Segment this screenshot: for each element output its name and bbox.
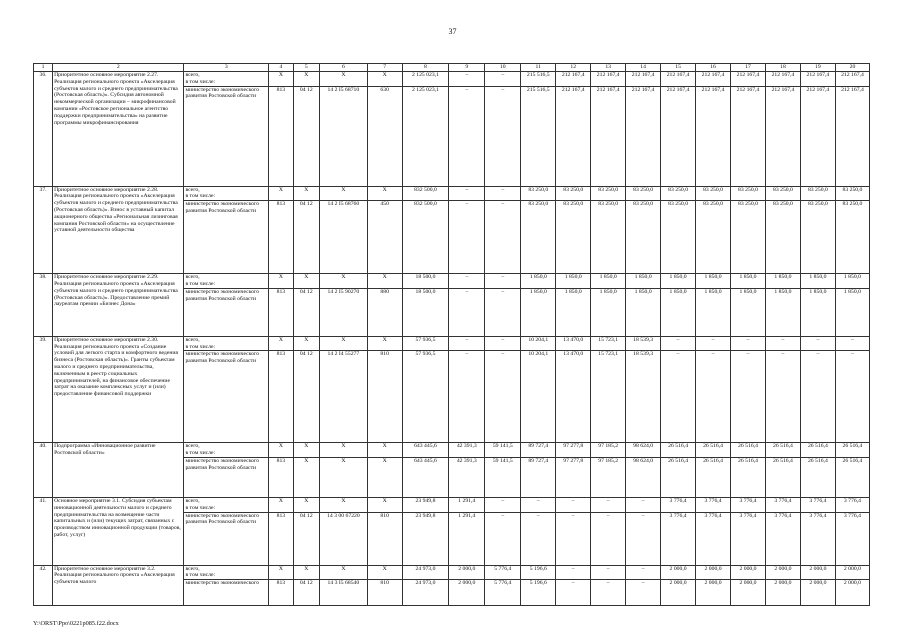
value-cell: 212 167,4 <box>556 72 591 87</box>
value-cell: 2 125 023,1 <box>402 86 449 186</box>
table-body <box>34 64 870 606</box>
value-cell: 813 <box>269 201 293 274</box>
value-cell: – <box>485 86 521 186</box>
value-cell: 83 250,0 <box>591 186 626 201</box>
value-cell: 97 277,8 <box>556 443 591 458</box>
value-cell: 15 723,1 <box>591 336 626 351</box>
responsible-executor: министерство экономического развития Ростовской области <box>184 457 269 497</box>
value-cell: 813 <box>269 457 293 497</box>
value-cell: 04 12 <box>293 351 319 443</box>
value-cell: 813 <box>269 580 293 606</box>
value-cell: – <box>449 288 485 336</box>
value-cell: X <box>293 186 319 201</box>
value-cell: X <box>320 186 368 201</box>
value-cell: – <box>661 336 696 351</box>
value-cell: 1 850,0 <box>626 274 661 289</box>
value-cell: 212 167,4 <box>835 86 869 186</box>
value-cell: 83 250,0 <box>765 186 800 201</box>
value-cell: 212 167,4 <box>696 72 731 87</box>
value-cell: 3 776,4 <box>661 512 696 565</box>
value-cell: X <box>320 72 368 87</box>
table-row <box>34 565 870 580</box>
value-cell: 26 516,4 <box>696 443 731 458</box>
value-cell: X <box>269 72 293 87</box>
value-cell: X <box>320 457 368 497</box>
value-cell: – <box>556 512 591 565</box>
value-cell: – <box>626 512 661 565</box>
value-cell: 810 <box>367 580 402 606</box>
value-cell: 59 141,5 <box>485 457 521 497</box>
value-cell: X <box>293 274 319 289</box>
responsible-executor: всего, в том числе: <box>184 565 269 580</box>
responsible-executor: всего, в том числе: <box>184 186 269 201</box>
responsible-executor: министерство экономического развития Ростовской области <box>184 86 269 186</box>
value-cell: 212 167,4 <box>626 86 661 186</box>
value-cell: – <box>485 186 521 201</box>
value-cell: – <box>449 201 485 274</box>
value-cell: 83 250,0 <box>835 186 869 201</box>
table-row <box>34 274 870 289</box>
header-cell: 13 <box>591 64 626 72</box>
header-cell: 7 <box>367 64 402 72</box>
value-cell: 1 850,0 <box>521 274 556 289</box>
value-cell: 1 291,4 <box>449 497 485 512</box>
header-cell: 1 <box>34 64 53 72</box>
value-cell: X <box>367 443 402 458</box>
value-cell: – <box>556 497 591 512</box>
value-cell: 18 500,0 <box>402 274 449 289</box>
header-cell: 11 <box>521 64 556 72</box>
value-cell: – <box>485 201 521 274</box>
value-cell: 2 000,0 <box>449 565 485 580</box>
value-cell: 212 167,4 <box>835 72 869 87</box>
value-cell: 3 776,4 <box>765 497 800 512</box>
value-cell: 880 <box>367 288 402 336</box>
value-cell: 14 3 00 67220 <box>320 512 368 565</box>
table-row <box>34 186 870 201</box>
value-cell: – <box>449 72 485 87</box>
page-number: 37 <box>448 27 457 36</box>
value-cell: – <box>485 288 521 336</box>
value-cell: X <box>269 565 293 580</box>
value-cell: X <box>269 336 293 351</box>
value-cell: 24 973,0 <box>402 565 449 580</box>
value-cell: – <box>626 497 661 512</box>
value-cell: 26 516,4 <box>835 443 869 458</box>
value-cell: 810 <box>367 512 402 565</box>
value-cell: 18 539,3 <box>626 351 661 443</box>
value-cell: 24 973,0 <box>402 580 449 606</box>
table-row <box>34 336 870 351</box>
value-cell: 450 <box>367 201 402 274</box>
value-cell: – <box>449 274 485 289</box>
value-cell: X <box>293 443 319 458</box>
header-cell: 4 <box>269 64 293 72</box>
value-cell: X <box>269 274 293 289</box>
value-cell: 23 949,8 <box>402 512 449 565</box>
value-cell: 3 776,4 <box>800 512 835 565</box>
value-cell: 83 250,0 <box>696 201 731 274</box>
header-cell: 5 <box>293 64 319 72</box>
header-cell: 12 <box>556 64 591 72</box>
value-cell: – <box>591 497 626 512</box>
value-cell: 14 2 I4 55277 <box>320 351 368 443</box>
value-cell: – <box>765 336 800 351</box>
value-cell: X <box>320 336 368 351</box>
value-cell: – <box>485 512 521 565</box>
program-name: Приоритетное основное мероприятие 3.2. Реализация регионального проекта «Акселерация субъектов малого <box>53 565 184 606</box>
value-cell: 212 167,4 <box>661 72 696 87</box>
value-cell: 83 250,0 <box>800 201 835 274</box>
value-cell: 813 <box>269 288 293 336</box>
value-cell: 83 250,0 <box>521 201 556 274</box>
value-cell: – <box>800 351 835 443</box>
value-cell: 97 185,2 <box>591 457 626 497</box>
value-cell: 2 000,0 <box>731 565 766 580</box>
value-cell: 13 470,0 <box>556 336 591 351</box>
header-cell: 9 <box>449 64 485 72</box>
value-cell: 1 850,0 <box>591 288 626 336</box>
value-cell: 14 2 I5 68710 <box>320 86 368 186</box>
value-cell: X <box>269 186 293 201</box>
value-cell: – <box>591 512 626 565</box>
value-cell: X <box>320 443 368 458</box>
row-number: 36. <box>34 72 53 187</box>
value-cell: 04 12 <box>293 580 319 606</box>
value-cell: 1 850,0 <box>626 288 661 336</box>
value-cell: 1 850,0 <box>800 274 835 289</box>
value-cell: 26 516,4 <box>835 457 869 497</box>
value-cell: 212 167,4 <box>800 86 835 186</box>
value-cell: – <box>485 274 521 289</box>
header-cell: 17 <box>731 64 766 72</box>
value-cell: 1 850,0 <box>731 288 766 336</box>
value-cell: 1 850,0 <box>521 288 556 336</box>
value-cell: 26 516,4 <box>765 457 800 497</box>
value-cell: 212 167,4 <box>800 72 835 87</box>
value-cell: – <box>731 336 766 351</box>
value-cell: 14 2 I5 68760 <box>320 201 368 274</box>
header-cell: 10 <box>485 64 521 72</box>
responsible-executor: всего, в том числе: <box>184 274 269 289</box>
value-cell: 89 727,4 <box>521 457 556 497</box>
header-cell: 3 <box>184 64 269 72</box>
header-cell: 8 <box>402 64 449 72</box>
value-cell: 10 204,1 <box>521 336 556 351</box>
row-number: 38. <box>34 274 53 337</box>
value-cell: X <box>367 497 402 512</box>
value-cell: 26 516,4 <box>800 443 835 458</box>
header-cell: 6 <box>320 64 368 72</box>
value-cell: – <box>556 565 591 580</box>
value-cell: 3 776,4 <box>835 497 869 512</box>
value-cell: 83 250,0 <box>591 201 626 274</box>
value-cell: 57 936,5 <box>402 351 449 443</box>
program-name: Приоритетное основное мероприятие 2.30. Реализация регионального проекта «Создание условий для легкого старта и комфортного ведения бизнеса (Ростовская область)». Гранты субъектам малого и среднего предпринимательства, включенным в реестр социальных предпринимателей, на финансовое обеспечение затрат на оказание комплексных услуг и (или) предоставление финансовой поддержки <box>53 336 184 443</box>
header-cell: 18 <box>765 64 800 72</box>
program-name: Основное мероприятие 3.1. Субсидия субъектам инновационной деятельности малого и среднего предпринимательства на возмещение части капитальных и (или) текущих затрат, связанных с производством инновационной продукции (товаров, работ, услуг) <box>53 497 184 565</box>
table-row <box>34 497 870 512</box>
value-cell: 832 500,0 <box>402 186 449 201</box>
responsible-executor: министерство экономического развития Ростовской области <box>184 512 269 565</box>
value-cell: 26 516,4 <box>731 457 766 497</box>
value-cell: – <box>449 336 485 351</box>
value-cell: – <box>591 565 626 580</box>
responsible-executor: министерство экономического развития Ростовской области <box>184 201 269 274</box>
responsible-executor: министерство экономического развития Ростовской области <box>184 288 269 336</box>
value-cell: 212 167,4 <box>731 72 766 87</box>
value-cell: 5 776,4 <box>485 565 521 580</box>
value-cell: 1 850,0 <box>835 288 869 336</box>
value-cell: 3 776,4 <box>835 512 869 565</box>
value-cell: 2 000,0 <box>661 565 696 580</box>
value-cell: 83 250,0 <box>696 186 731 201</box>
value-cell: – <box>521 512 556 565</box>
value-cell: 3 776,4 <box>696 497 731 512</box>
value-cell: X <box>293 336 319 351</box>
value-cell: 3 776,4 <box>800 497 835 512</box>
value-cell: 643 445,6 <box>402 443 449 458</box>
value-cell: 04 12 <box>293 86 319 186</box>
value-cell: – <box>485 351 521 443</box>
footer-path: Y:\ORST\Ppo\0221p085.f22.docx <box>33 620 119 627</box>
value-cell: X <box>367 72 402 87</box>
value-cell: 14 2 I5 90270 <box>320 288 368 336</box>
responsible-executor: всего, в том числе: <box>184 497 269 512</box>
value-cell: 832 500,0 <box>402 201 449 274</box>
row-number: 40. <box>34 443 53 498</box>
value-cell: 1 850,0 <box>800 288 835 336</box>
value-cell: 04 12 <box>293 201 319 274</box>
value-cell: 2 000,0 <box>696 580 731 606</box>
value-cell: 1 850,0 <box>696 288 731 336</box>
header-cell: 15 <box>661 64 696 72</box>
value-cell: – <box>835 336 869 351</box>
value-cell: 2 000,0 <box>696 565 731 580</box>
program-name: Подпрограмма «Инновационное развитие Ростовской области» <box>53 443 184 498</box>
value-cell: 1 850,0 <box>731 274 766 289</box>
value-cell: 1 850,0 <box>835 274 869 289</box>
value-cell: 2 000,0 <box>731 580 766 606</box>
value-cell: – <box>591 580 626 606</box>
value-cell: 2 125 023,1 <box>402 72 449 87</box>
value-cell: X <box>367 274 402 289</box>
value-cell: X <box>293 497 319 512</box>
table-row <box>34 443 870 458</box>
value-cell: 3 776,4 <box>731 497 766 512</box>
value-cell: 3 776,4 <box>661 497 696 512</box>
value-cell: 212 167,4 <box>661 86 696 186</box>
value-cell: X <box>367 457 402 497</box>
row-number: 41. <box>34 497 53 565</box>
value-cell: 26 516,4 <box>800 457 835 497</box>
value-cell: 1 850,0 <box>696 274 731 289</box>
value-cell: X <box>320 274 368 289</box>
value-cell: – <box>765 351 800 443</box>
value-cell: – <box>626 565 661 580</box>
value-cell: 2 000,0 <box>765 565 800 580</box>
header-row <box>34 64 870 72</box>
row-number: 39. <box>34 336 53 443</box>
value-cell: 15 723,1 <box>591 351 626 443</box>
value-cell: – <box>485 497 521 512</box>
value-cell: 1 850,0 <box>556 274 591 289</box>
value-cell: 813 <box>269 512 293 565</box>
value-cell: X <box>293 72 319 87</box>
value-cell: 42 391,3 <box>449 443 485 458</box>
value-cell: 13 470,0 <box>556 351 591 443</box>
value-cell: 23 949,8 <box>402 497 449 512</box>
value-cell: 83 250,0 <box>626 201 661 274</box>
value-cell: 42 391,3 <box>449 457 485 497</box>
value-cell: 83 250,0 <box>835 201 869 274</box>
header-cell: 20 <box>835 64 869 72</box>
value-cell: – <box>485 72 521 87</box>
value-cell: 97 185,2 <box>591 443 626 458</box>
value-cell: – <box>449 186 485 201</box>
value-cell: 5 776,4 <box>485 580 521 606</box>
value-cell: 810 <box>367 351 402 443</box>
value-cell: 1 850,0 <box>556 288 591 336</box>
value-cell: – <box>556 580 591 606</box>
value-cell: 1 850,0 <box>591 274 626 289</box>
value-cell: 10 204,1 <box>521 351 556 443</box>
value-cell: 212 167,4 <box>556 86 591 186</box>
value-cell: 98 624,0 <box>626 443 661 458</box>
value-cell: 643 445,6 <box>402 457 449 497</box>
value-cell: 2 000,0 <box>661 580 696 606</box>
value-cell: 2 000,0 <box>449 580 485 606</box>
value-cell: 59 141,5 <box>485 443 521 458</box>
header-cell: 14 <box>626 64 661 72</box>
value-cell: 18 539,3 <box>626 336 661 351</box>
value-cell: 212 167,4 <box>765 86 800 186</box>
value-cell: 83 250,0 <box>731 201 766 274</box>
value-cell: 26 516,4 <box>696 457 731 497</box>
value-cell: 212 167,4 <box>626 72 661 87</box>
value-cell: 83 250,0 <box>800 186 835 201</box>
value-cell: 2 000,0 <box>800 580 835 606</box>
value-cell: 5 196,6 <box>521 565 556 580</box>
value-cell: 04 12 <box>293 512 319 565</box>
value-cell: 3 776,4 <box>765 512 800 565</box>
value-cell: X <box>293 457 319 497</box>
value-cell: 83 250,0 <box>556 201 591 274</box>
row-number: 37. <box>34 186 53 274</box>
header-cell: 16 <box>696 64 731 72</box>
value-cell: 1 850,0 <box>661 274 696 289</box>
header-cell: 19 <box>800 64 835 72</box>
value-cell: 3 776,4 <box>696 512 731 565</box>
row-number: 42. <box>34 565 53 606</box>
value-cell: 04 12 <box>293 288 319 336</box>
responsible-executor: всего, в том числе: <box>184 443 269 458</box>
value-cell: 83 250,0 <box>521 186 556 201</box>
value-cell: 14 3 I5 68540 <box>320 580 368 606</box>
value-cell: 26 516,4 <box>661 443 696 458</box>
responsible-executor: всего, в том числе: <box>184 336 269 351</box>
value-cell: 813 <box>269 86 293 186</box>
value-cell: 3 776,4 <box>731 512 766 565</box>
value-cell: 813 <box>269 351 293 443</box>
responsible-executor: всего, в том числе: <box>184 72 269 87</box>
value-cell: 83 250,0 <box>556 186 591 201</box>
value-cell: – <box>800 336 835 351</box>
value-cell: 5 196,6 <box>521 580 556 606</box>
value-cell: X <box>293 565 319 580</box>
value-cell: – <box>696 336 731 351</box>
value-cell: 2 000,0 <box>800 565 835 580</box>
value-cell: X <box>320 497 368 512</box>
value-cell: – <box>661 351 696 443</box>
value-cell: – <box>626 580 661 606</box>
value-cell: 1 291,4 <box>449 512 485 565</box>
value-cell: X <box>269 443 293 458</box>
value-cell: X <box>320 565 368 580</box>
value-cell: – <box>449 351 485 443</box>
value-cell: 83 250,0 <box>626 186 661 201</box>
program-name: Приоритетное основное мероприятие 2.28. Реализация регионального проекта «Акселерация субъектов малого и среднего предпринимательства (Ростовская область)». Взнос в уставный капитал акционерного общества «Региональная лизинговая компания Ростовской области» на осуществление уставной деятельности общества <box>53 186 184 274</box>
table-row <box>34 72 870 87</box>
value-cell: – <box>449 86 485 186</box>
value-cell: 2 000,0 <box>765 580 800 606</box>
value-cell: 2 000,0 <box>835 565 869 580</box>
value-cell: – <box>731 351 766 443</box>
value-cell: 215 516,5 <box>521 72 556 87</box>
value-cell: X <box>367 336 402 351</box>
value-cell: 83 250,0 <box>661 201 696 274</box>
value-cell: 2 000,0 <box>835 580 869 606</box>
value-cell: – <box>696 351 731 443</box>
value-cell: 215 516,5 <box>521 86 556 186</box>
value-cell: 83 250,0 <box>661 186 696 201</box>
value-cell: 1 850,0 <box>765 274 800 289</box>
value-cell: X <box>367 186 402 201</box>
value-cell: 1 850,0 <box>765 288 800 336</box>
budget-table <box>33 63 870 606</box>
value-cell: 212 167,4 <box>591 72 626 87</box>
value-cell: 630 <box>367 86 402 186</box>
value-cell: 26 516,4 <box>661 457 696 497</box>
value-cell: – <box>835 351 869 443</box>
value-cell: – <box>485 336 521 351</box>
value-cell: 98 624,0 <box>626 457 661 497</box>
responsible-executor: министерство экономического развития Ростовской области <box>184 351 269 443</box>
value-cell: 97 277,8 <box>556 457 591 497</box>
value-cell: 212 167,4 <box>731 86 766 186</box>
value-cell: 89 727,4 <box>521 443 556 458</box>
program-name: Приоритетное основное мероприятие 2.29. Реализация регионального проекта «Акселерация субъектов малого и среднего предпринимательства (Ростовская область)». Предоставление премий лауреатам премии «Бизнес Дона» <box>53 274 184 337</box>
value-cell: 26 516,4 <box>731 443 766 458</box>
value-cell: 1 850,0 <box>661 288 696 336</box>
value-cell: 212 167,4 <box>765 72 800 87</box>
value-cell: 18 500,0 <box>402 288 449 336</box>
value-cell: 212 167,4 <box>696 86 731 186</box>
header-cell: 2 <box>53 64 184 72</box>
value-cell: 212 167,4 <box>591 86 626 186</box>
responsible-executor: министерство экономического <box>184 580 269 606</box>
value-cell: 57 936,5 <box>402 336 449 351</box>
value-cell: X <box>269 497 293 512</box>
value-cell: 26 516,4 <box>765 443 800 458</box>
value-cell: X <box>367 565 402 580</box>
value-cell: 83 250,0 <box>765 201 800 274</box>
value-cell: – <box>521 497 556 512</box>
program-name: Приоритетное основное мероприятие 2.27. Реализация регионального проекта «Акселерация субъектов малого и среднего предпринимательства (Ростовская область)». Субсидия автономной некоммерческой организации – микрофинансовой компании «Ростовское региональное агентство поддержки предпринимательства» на развитие программы микрофинансирования <box>53 72 184 187</box>
value-cell: 83 250,0 <box>731 186 766 201</box>
